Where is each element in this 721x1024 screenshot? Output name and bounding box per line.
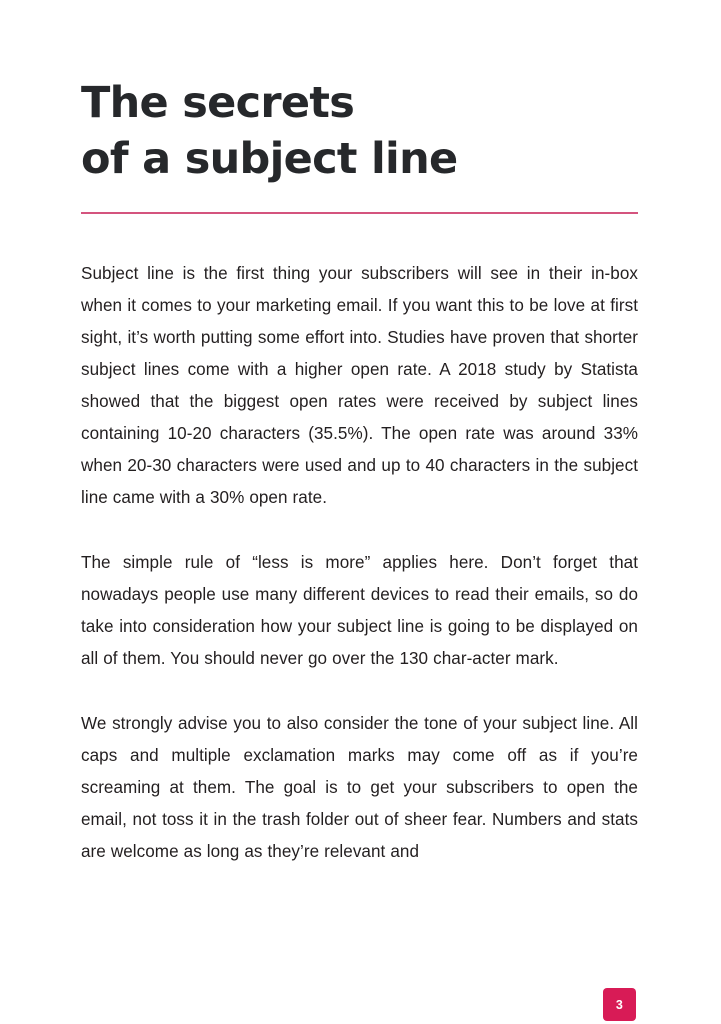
page-title xyxy=(81,75,641,187)
body-text-column xyxy=(81,258,638,868)
body-paragraph: The simple rule of “less is more” applies here. Don’t forget that nowadays people use many different devices to read their emails, so do take into consideration how your subject line is going to be displayed on all of them. You should never go over the 130 char-acter mark. xyxy=(81,553,638,668)
body-paragraph: We strongly advise you to also consider the tone of your subject line. All caps and multiple exclamation marks may come off as if you’re screaming at them. The goal is to get your subscribers to open the email, not toss it in the trash folder out of sheer fear. Numbers and stats are welcome as long as they’re relevant and xyxy=(81,714,638,861)
page-title-line-2: of a subject line xyxy=(81,134,458,184)
page-number-badge: 3 xyxy=(603,988,636,1021)
title-divider xyxy=(81,212,638,214)
body-paragraph: Subject line is the first thing your subscribers will see in their in-box when it comes to your marketing email. If you want this to be love at first sight, it’s worth putting some effort into. Studies have proven that shorter subject lines come with a higher open rate. A 2018 study by Statista showed that the biggest open rates were received by subject lines containing 10-20 characters (35.5%). The open rate was around 33% when 20-30 characters were used and up to 40 characters in the subject line came with a 30% open rate. xyxy=(81,264,638,507)
page-title-line-1: The secrets xyxy=(81,78,355,128)
